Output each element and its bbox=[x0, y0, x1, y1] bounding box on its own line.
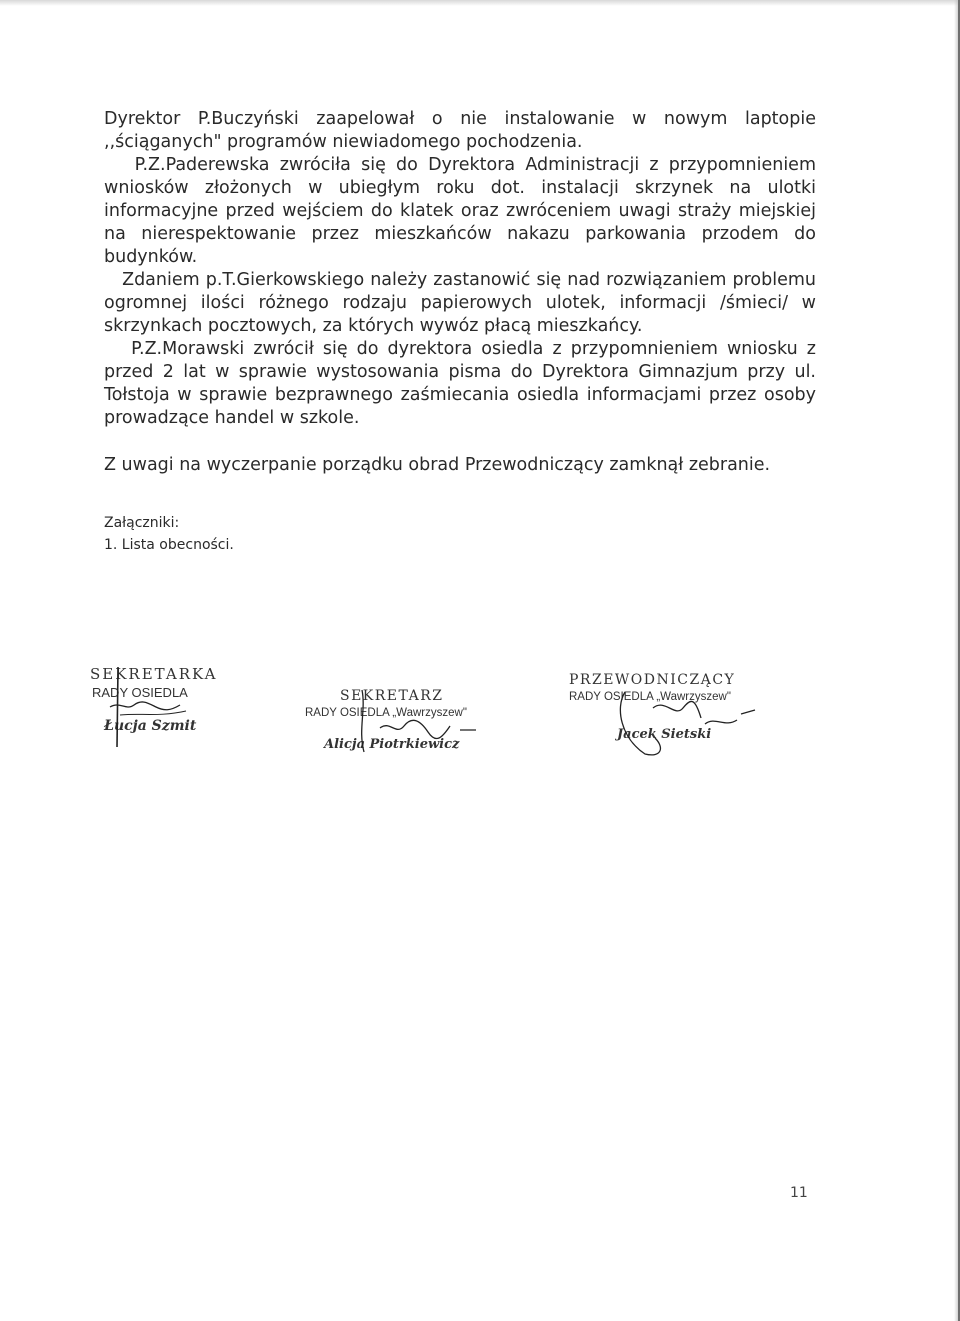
stamp-przewodniczacy bbox=[565, 668, 775, 758]
stamp-right-org: RADY OSIEDLA „Wawrzyszew" bbox=[569, 691, 731, 703]
body-paragraph-main: Dyrektor P.Buczyński zaapelował o nie instalowanie w nowym laptopie ,,ściąganych" programów niewiadomego pochodzenia. P.Z.Paderewska zwróciła się do Dyrektora Administracji z przypomnieniem wniosków złożonych w ubiegłym roku dot. instalacji skrzynek na ulotki informacyjne przed wejściem do klatek oraz zwróceniem uwagi straży miejskiej na nierespektowanie przez mieszkańców nakazu parkowania przodem do budynków. Zdaniem p.T.Gierkowskiego należy zastanowić się nad rozwiązaniem problemu ogromnej ilości różnego rodzaju papierowych ulotek, informacji /śmieci/ w skrzynkach pocztowych, za których wywóz płacą mieszkańcy. P.Z.Morawski zwrócił się do dyrektora osiedla z przypomnieniem wniosku z przed 2 lat w sprawie wystosowania pisma do Dyrektora Gimnazjum przy ul. Tołstoja w sprawie bezprawnego zaśmiecania osiedla informacjami przez osoby prowadzące handel w szkole. bbox=[104, 109, 816, 428]
stamp-przewodniczacy-graphic bbox=[565, 668, 775, 758]
stamp-sekretarz-graphic bbox=[300, 680, 500, 760]
stamp-middle-name: Alicja Piotrkiewicz bbox=[324, 737, 460, 752]
page-number: 11 bbox=[790, 1185, 808, 1201]
stamp-sekretarka bbox=[90, 655, 240, 755]
stamp-sekretarka-graphic bbox=[90, 655, 240, 755]
stamp-sekretarz bbox=[300, 680, 500, 760]
stamp-left-name: Łucja Szmit bbox=[104, 718, 197, 734]
stamp-right-title: PRZEWODNICZĄCY bbox=[569, 672, 736, 688]
stamp-middle-title: SEKRETARZ bbox=[340, 688, 444, 704]
scan-edge-top bbox=[0, 0, 960, 6]
attachments-item: 1. Lista obecności. bbox=[104, 537, 234, 553]
body-paragraph-closing: Z uwagi na wyczerpanie porządku obrad Przewodniczący zamknął zebranie. bbox=[104, 455, 771, 475]
stamp-middle-org: RADY OSIEDLA „Wawrzyszew" bbox=[305, 707, 467, 719]
attachments-title: Załączniki: bbox=[104, 515, 180, 531]
stamp-right-name: Jacek Sietski bbox=[617, 727, 712, 742]
stamp-left-org: RADY OSIEDLA bbox=[92, 685, 188, 700]
stamp-left-title: SEKRETARKA bbox=[90, 665, 218, 683]
